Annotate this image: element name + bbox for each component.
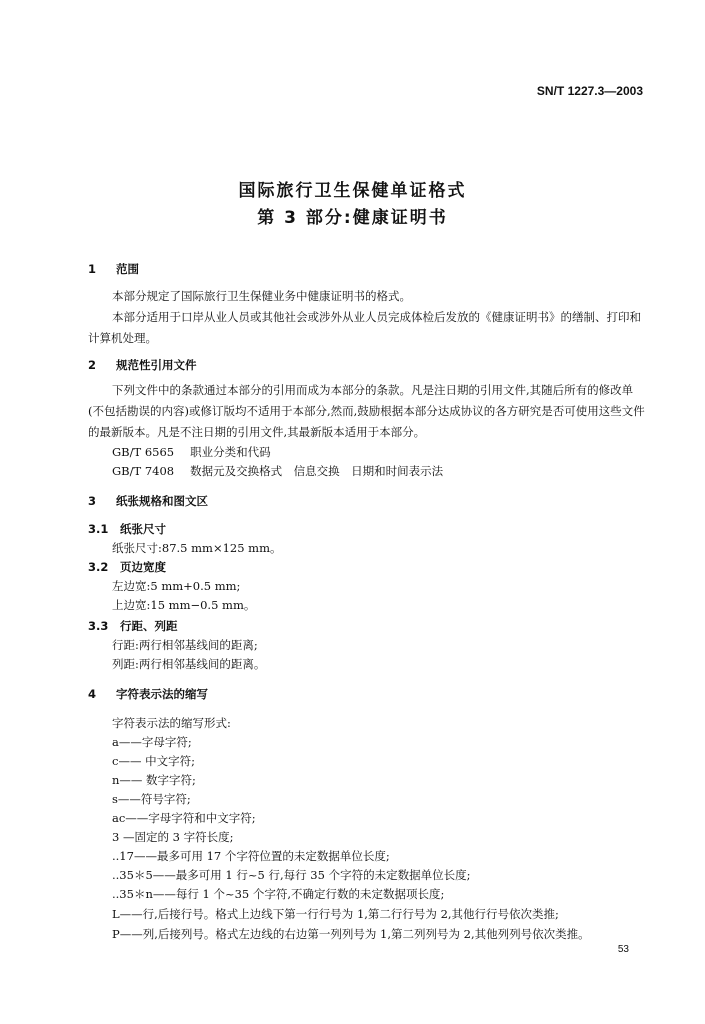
subsection-title: 纸张尺寸 (120, 522, 166, 536)
section-2-paragraph: 下列文件中的条款通过本部分的引用而成为本部分的条款。凡是注日期的引用文件,其随后所有的修改单(不包括勘误的内容)或修订版均不适用于本部分,然而,鼓励根据本部分达成协议的各方研究是否可使用这些文件的最新版本。凡是不注日期的引用文件,其最新版本适用于本部分。 (88, 383, 645, 439)
section-3-heading (88, 492, 208, 511)
section-3-1-heading (88, 520, 166, 539)
reference-code: GB/T 7408 (112, 464, 175, 478)
abbrev-line: ac——字母字符和中文字符; (112, 811, 256, 825)
section-title: 纸张规格和图文区 (116, 494, 208, 508)
subsection-number: 3.1 (88, 522, 109, 536)
reference-title: 数据元及交换格式 信息交换 日期和时间表示法 (190, 464, 444, 478)
line-spacing-line: 行距:两行相邻基线间的距离; (112, 638, 258, 652)
column-spacing-line: 列距:两行相邻基线间的距离。 (112, 657, 266, 671)
subsection-number: 3.3 (88, 619, 109, 633)
abbrev-line: s——符号字符; (112, 792, 191, 806)
section-number: 3 (88, 494, 97, 508)
paper-size-line: 纸张尺寸:87.5 mm×125 mm。 (112, 541, 282, 555)
section-title: 字符表示法的缩写 (116, 687, 208, 701)
section-2-heading (88, 356, 197, 375)
top-margin-line: 上边宽:15 mm−0.5 mm。 (112, 598, 256, 612)
document-title: 国际旅行卫生保健单证格式 (238, 181, 467, 201)
section-number: 4 (88, 687, 97, 701)
subsection-number: 3.2 (88, 560, 109, 574)
section-3-3-heading (88, 617, 178, 636)
abbrev-line: L——行,后接行号。格式上边线下第一行行号为 1,第二行行号为 2,其他行行号依次类推; (112, 907, 559, 921)
section-1-heading (88, 260, 139, 279)
abbrev-line: ..17——最多可用 17 个字符位置的未定数据单位长度; (112, 849, 390, 863)
reference-gb7408 (112, 462, 443, 481)
section-number: 2 (88, 358, 97, 372)
abbrev-line: ..35＊5——最多可用 1 行~5 行,每行 35 个字符的未定数据单位长度; (112, 868, 471, 882)
reference-title: 职业分类和代码 (190, 445, 271, 459)
section-title: 规范性引用文件 (116, 358, 197, 372)
left-margin-line: 左边宽:5 mm+0.5 mm; (112, 579, 241, 593)
section-title: 范围 (116, 262, 139, 276)
subsection-title: 页边宽度 (120, 560, 166, 574)
abbrev-line: 3 —固定的 3 字符长度; (112, 830, 234, 844)
abbrev-line: n—— 数字字符; (112, 773, 196, 787)
abbrev-line: P——列,后接列号。格式左边线的右边第一列列号为 1,第二列列号为 2,其他列列号依次类推。 (112, 927, 590, 941)
section-number: 1 (88, 262, 97, 276)
subsection-title: 行距、列距 (120, 619, 178, 633)
abbrev-line: ..35＊n——每行 1 个~35 个字符,不确定行数的未定数据项长度; (112, 887, 445, 901)
abbrev-line: c—— 中文字符; (112, 754, 195, 768)
reference-code: GB/T 6565 (112, 445, 175, 459)
section-1-paragraph-1: 本部分规定了国际旅行卫生保健业务中健康证明书的格式。 (112, 289, 411, 303)
section-1-paragraph-2: 本部分适用于口岸从业人员或其他社会或涉外从业人员完成体检后发放的《健康证明书》的缮制、打印和计算机处理。 (88, 310, 641, 345)
section-3-2-heading (88, 558, 166, 577)
abbrev-line: a——字母字符; (112, 735, 192, 749)
page-number: 53 (617, 944, 629, 955)
abbrev-line: 字符表示法的缩写形式: (112, 716, 231, 730)
standard-code: SN/T 1227.3—2003 (536, 84, 643, 98)
document-subtitle: 第 3 部分:健康证明书 (257, 208, 448, 228)
reference-gb6565 (112, 443, 271, 462)
section-4-heading (88, 685, 208, 704)
